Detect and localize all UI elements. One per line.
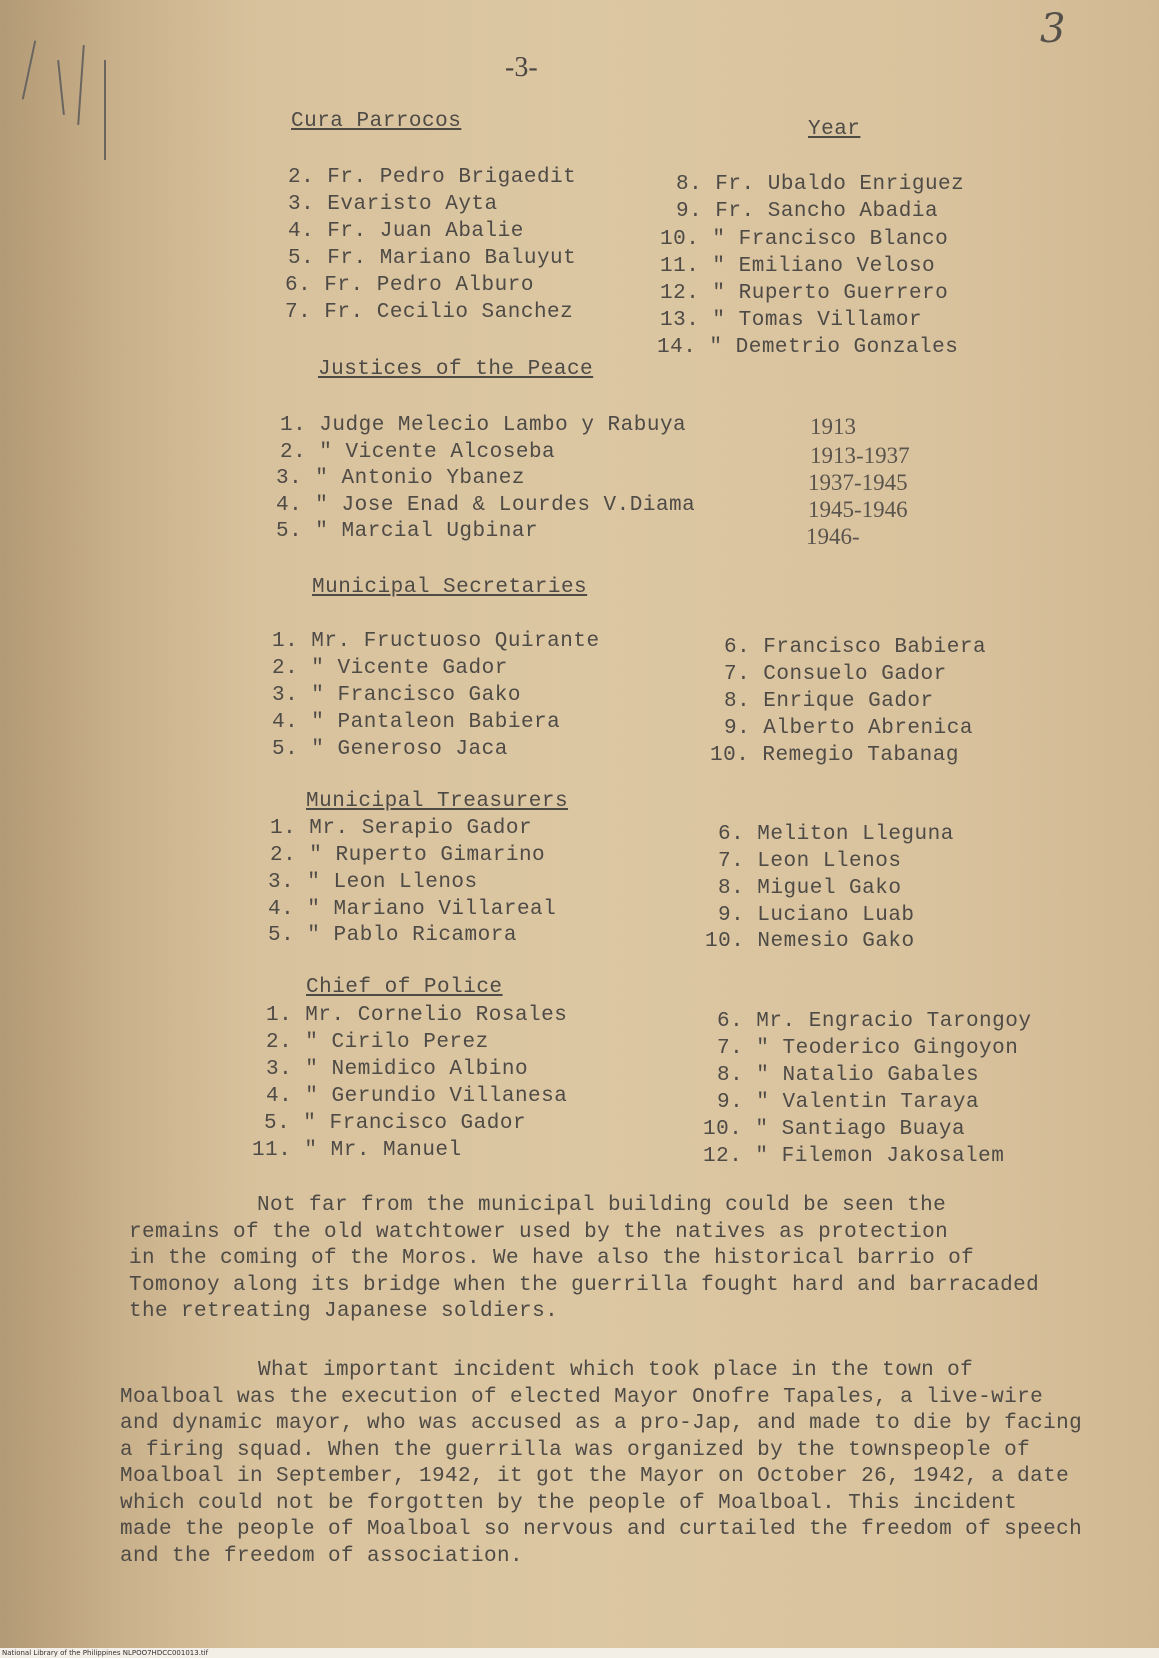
paragraph-line: Tomonoy along its bridge when the guerrilla fought hard and barracaded: [129, 1273, 1040, 1297]
list-item: 1. Judge Melecio Lambo y Rabuya: [280, 414, 687, 437]
list-item: 5. " Pablo Ricamora: [268, 924, 517, 947]
police-heading: Chief of Police: [306, 976, 503, 999]
list-item: 6. Fr. Pedro Alburo: [285, 274, 534, 297]
list-item: 13. " Tomas Villamor: [660, 309, 923, 332]
pencil-mark: [57, 60, 65, 115]
list-item: 6. Francisco Babiera: [724, 636, 987, 659]
paragraph-line: Not far from the municipal building could be seen the: [257, 1194, 947, 1217]
paragraph-line: Moalboal in September, 1942, it got the Mayor on October 26, 1942, a date: [120, 1465, 1070, 1488]
list-item: 12. " Filemon Jakosalem: [703, 1145, 1005, 1168]
list-item: 12. " Ruperto Guerrero: [660, 282, 949, 305]
list-item: 5. Fr. Mariano Baluyut: [288, 247, 577, 270]
paragraph-line: and the freedom of association.: [120, 1544, 524, 1568]
corner-page-number: 3: [1040, 6, 1066, 52]
list-item: 4. " Mariano Villareal: [268, 898, 557, 921]
list-item: 1. Mr. Cornelio Rosales: [266, 1004, 568, 1027]
paragraph-line: the retreating Japanese soldiers.: [129, 1300, 559, 1323]
list-item: 1. Mr. Serapio Gador: [270, 817, 533, 840]
list-item: 11. " Emiliano Veloso: [660, 255, 936, 278]
list-item: 9. " Valentin Taraya: [717, 1091, 980, 1114]
year-value: 1946-: [806, 524, 860, 549]
pencil-mark: [77, 45, 85, 125]
pencil-mark: [22, 40, 36, 99]
list-item: 8. Miguel Gako: [718, 877, 902, 900]
list-item: 4. Fr. Juan Abalie: [288, 220, 524, 243]
list-item: 10. Remegio Tabanag: [710, 744, 959, 767]
list-item: 7. Fr. Cecilio Sanchez: [285, 301, 574, 324]
list-item: 10. " Santiago Buaya: [703, 1118, 966, 1141]
list-item: 8. " Natalio Gabales: [717, 1064, 980, 1087]
cura-parrocos-heading: Cura Parrocos: [291, 110, 462, 133]
list-item: 9. Fr. Sancho Abadia: [676, 200, 939, 223]
paragraph-watchtower: [129, 1193, 1039, 1326]
list-item: 9. Alberto Abrenica: [724, 717, 973, 740]
list-item: 2. " Ruperto Gimarino: [270, 844, 546, 867]
list-item: 3. " Francisco Gako: [272, 684, 521, 707]
list-item: 2. " Cirilo Perez: [266, 1031, 489, 1054]
paragraph-line: What important incident which took place in the town of: [258, 1359, 974, 1382]
paragraph-line: Moalboal was the execution of elected Mayor Onofre Tapales, a live-wire: [120, 1385, 1044, 1409]
list-item: 3. Evaristo Ayta: [288, 193, 498, 216]
year-value: 1945-1946: [808, 497, 908, 522]
year-value: 1913-1937: [810, 443, 910, 468]
year-value: 1937-1945: [808, 470, 908, 495]
list-item: 3. " Antonio Ybanez: [276, 467, 525, 490]
paragraph-line: made the people of Moalboal so nervous and curtailed the freedom of speech: [120, 1518, 1083, 1541]
list-item: 5. " Marcial Ugbinar: [276, 520, 539, 543]
list-item: 7. Leon Llenos: [718, 850, 902, 873]
list-item: 5. " Francisco Gador: [264, 1112, 527, 1135]
list-item: 6. Meliton Lleguna: [718, 823, 954, 846]
list-item: 4. " Pantaleon Babiera: [272, 711, 561, 734]
paragraph-line: and dynamic mayor, who was accused as a pro-Jap, and made to die by facing: [120, 1412, 1083, 1435]
year-value: 1913: [810, 414, 856, 439]
list-item: 7. " Teoderico Gingoyon: [717, 1037, 1019, 1060]
list-item: 10. Nemesio Gako: [705, 930, 915, 953]
list-item: 6. Mr. Engracio Tarongoy: [717, 1010, 1032, 1033]
list-item: 14. " Demetrio Gonzales: [657, 336, 959, 359]
treasurers-heading: Municipal Treasurers: [306, 790, 569, 813]
list-item: 11. " Mr. Manuel: [252, 1139, 462, 1162]
list-item: 8. Enrique Gador: [724, 690, 934, 713]
list-item: 2. " Vicente Alcoseba: [280, 441, 556, 464]
paragraph-line: which could not be forgotten by the people of Moalboal. This incident: [120, 1491, 1018, 1515]
scan-footer: National Library of the Philippines NLPOO7HDCC001013.tif: [0, 1648, 1159, 1658]
list-item: 2. " Vicente Gador: [272, 657, 508, 680]
list-item: 4. " Gerundio Villanesa: [266, 1085, 568, 1108]
justices-heading: Justices of the Peace: [318, 358, 594, 381]
list-item: 10. " Francisco Blanco: [660, 228, 949, 251]
paragraph-line: remains of the old watchtower used by the natives as protection: [129, 1220, 949, 1244]
list-item: 3. " Nemidico Albino: [266, 1058, 529, 1081]
year-heading: Year: [808, 118, 861, 141]
list-item: 3. " Leon Llenos: [268, 871, 478, 894]
list-item: 9. Luciano Luab: [718, 904, 915, 927]
list-item: 7. Consuelo Gador: [724, 663, 947, 686]
list-item: 5. " Generoso Jaca: [272, 738, 508, 761]
list-item: 8. Fr. Ubaldo Enriguez: [676, 173, 965, 196]
secretaries-heading: Municipal Secretaries: [312, 576, 588, 599]
pencil-mark: [104, 60, 106, 160]
paragraph-line: a firing squad. When the guerrilla was organized by the townspeople of: [120, 1438, 1031, 1462]
page-number: -3-: [505, 52, 538, 83]
list-item: 2. Fr. Pedro Brigaedit: [288, 166, 577, 189]
list-item: 1. Mr. Fructuoso Quirante: [272, 630, 600, 653]
list-item: 4. " Jose Enad & Lourdes V.Diama: [276, 494, 696, 517]
paragraph-execution: [120, 1358, 1082, 1570]
paragraph-line: in the coming of the Moros. We have also the historical barrio of: [129, 1247, 975, 1270]
